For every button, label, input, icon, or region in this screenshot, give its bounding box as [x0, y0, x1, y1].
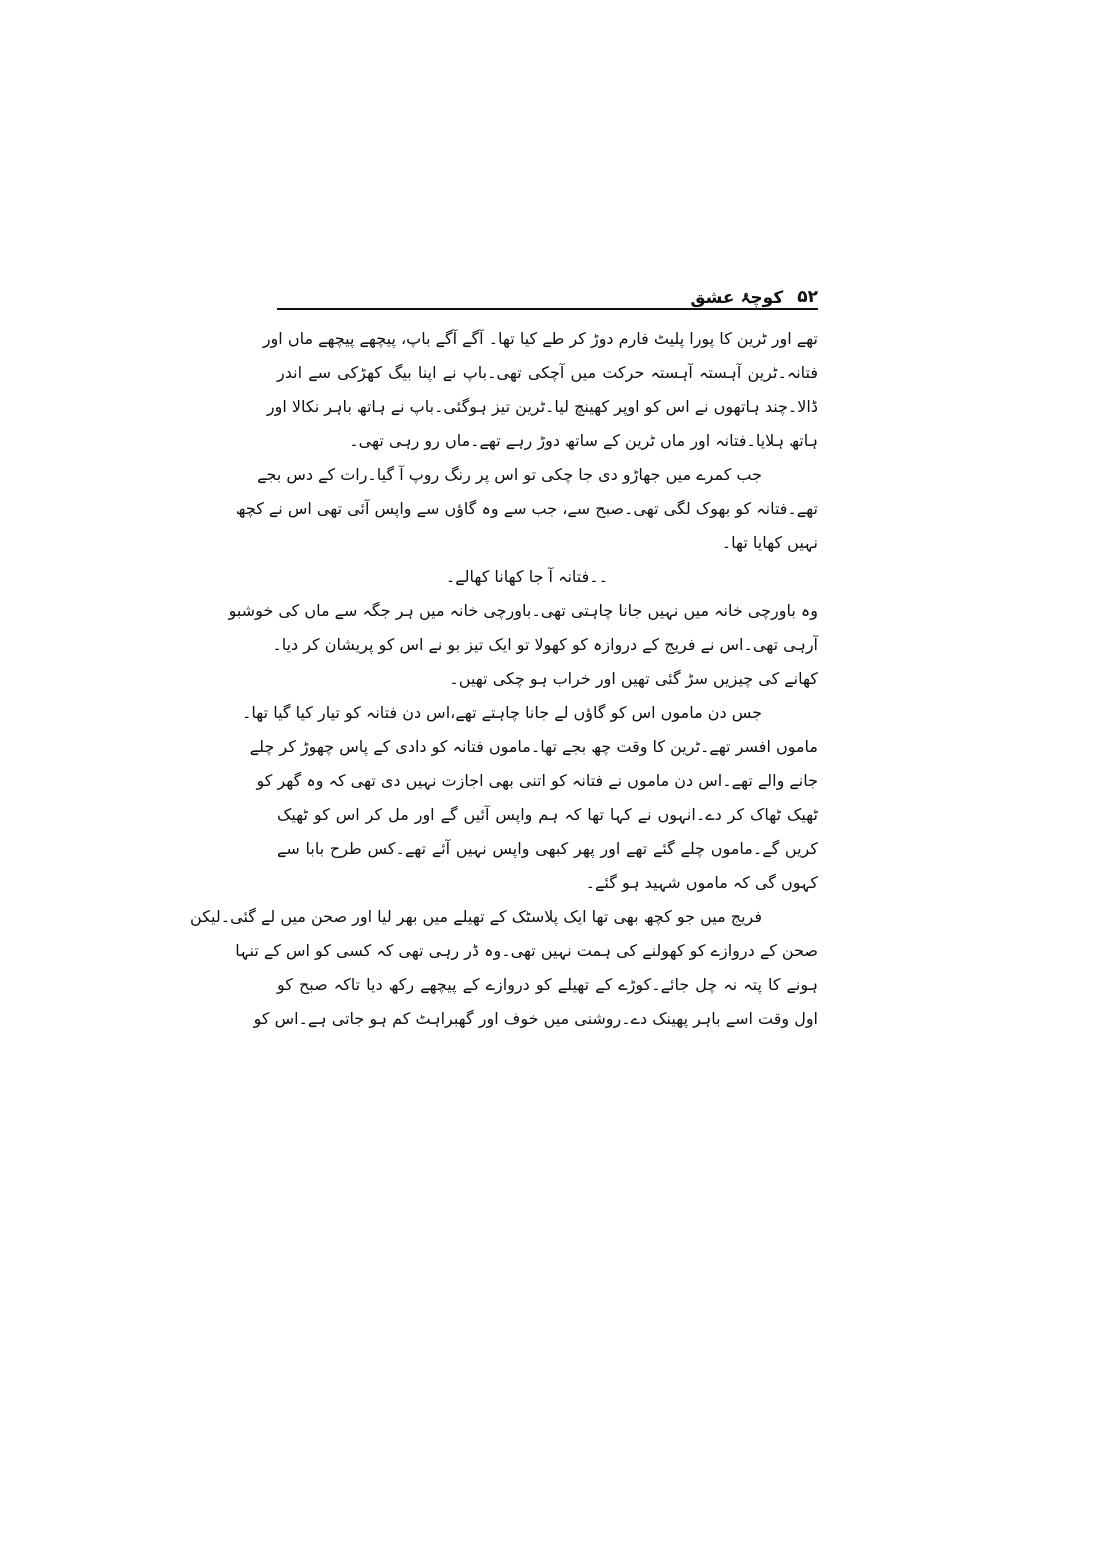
header-rule: [277, 308, 818, 310]
text-line: ٹھیک ٹھاک کر دے۔انہوں نے کہا تھا کہ ہم واپس آئیں گے اور مل کر اس کو ٹھیک: [277, 805, 818, 824]
dialogue-paragraph: [277, 560, 818, 594]
text-line: فریج میں جو کچھ بھی تھا ایک پلاسٹک کے تھیلے میں بھر لیا اور صحن میں لے گئی۔لیکن: [190, 907, 762, 926]
page-number: ۵۲: [797, 287, 818, 307]
text-line: ڈالا۔چند ہاتھوں نے اس کو اوپر کھینچ لیا۔ٹرین تیز ہوگئی۔باپ نے ہاتھ باہر نکالا اور: [266, 397, 818, 416]
text-line: آرہی تھی۔اس نے فریج کے دروازہ کو کھولا تو ایک تیز بو نے اس کو پریشان کر دیا۔: [272, 635, 818, 654]
text-line: ہاتھ ہلایا۔فتانہ اور ماں ٹرین کے ساتھ دوڑ رہے تھے۔ماں رو رہی تھی۔: [349, 431, 818, 450]
text-line: اول وقت اسے باہر پھینک دے۔روشنی میں خوف اور گھبراہٹ کم ہو جاتی ہے۔اس کو: [253, 1009, 818, 1028]
paragraph: [242, 696, 818, 900]
paragraph: [190, 900, 818, 1036]
text-line: تھے اور ٹرین کا پورا پلیٹ فارم دوڑ کر طے کیا تھا۔ آگے آگے باپ، پیچھے پیچھے ماں اور: [262, 329, 818, 348]
text-line: ہونے کا پتہ نہ چل جائے۔کوڑے کے تھیلے کو دروازے کے پیچھے رکھ دیا تاکہ صبح کو: [277, 975, 818, 994]
text-line: جس دن ماموں اس کو گاؤں لے جانا چاہتے تھے،اس دن فتانہ کو تیار کیا گیا تھا۔: [242, 703, 762, 722]
text-line: جب کمرے میں جھاڑو دی جا چکی تو اس پر رنگ روپ آ گیا۔رات کے دس بجے: [257, 465, 762, 484]
text-line: کہوں گی کہ ماموں شہید ہو گئے۔: [585, 873, 818, 892]
page-body: [190, 322, 818, 1036]
book-title: کوچۂ عشق: [690, 287, 784, 308]
text-line: صحن کے دروازے کو کھولنے کی ہمت نہیں تھی۔وہ ڈر رہی تھی کہ کسی کو اس کے تنہا: [235, 941, 818, 960]
text-line: جانے والے تھے۔اس دن ماموں نے فتانہ کو اتنی بھی اجازت نہیں دی تھی کہ وہ گھر کو: [256, 771, 818, 790]
paragraph: [235, 458, 818, 560]
text-line: کھانے کی چیزیں سڑ گئی تھیں اور خراب ہو چکی تھیں۔: [449, 669, 818, 688]
text-line: ۔۔فتانہ آ جا کھانا کھالے۔: [445, 567, 608, 586]
paragraph: [262, 322, 818, 458]
paragraph: [228, 594, 818, 696]
text-line: کریں گے۔ماموں چلے گئے تھے اور پھر کبھی واپس نہیں آئے تھے۔کس طرح بابا سے: [277, 839, 818, 858]
text-line: وہ باورچی خانہ میں نہیں جانا چاہتی تھی۔باورچی خانہ میں ہر جگہ سے ماں کی خوشبو: [228, 601, 818, 620]
text-line: ماموں افسر تھے۔ٹرین کا وقت چھ بجے تھا۔ماموں فتانہ کو دادی کے پاس چھوڑ کر چلے: [249, 737, 818, 756]
text-line: تھے۔فتانہ کو بھوک لگی تھی۔صبح سے، جب سے وہ گاؤں سے واپس آئی تھی اس نے کچھ: [235, 499, 818, 518]
text-line: فتانہ۔ٹرین آہستہ آہستہ حرکت میں آچکی تھی۔باپ نے اپنا بیگ کھڑکی سے اندر: [277, 363, 818, 382]
running-header: [277, 286, 818, 308]
text-line: نہیں کھایا تھا۔: [721, 533, 818, 552]
